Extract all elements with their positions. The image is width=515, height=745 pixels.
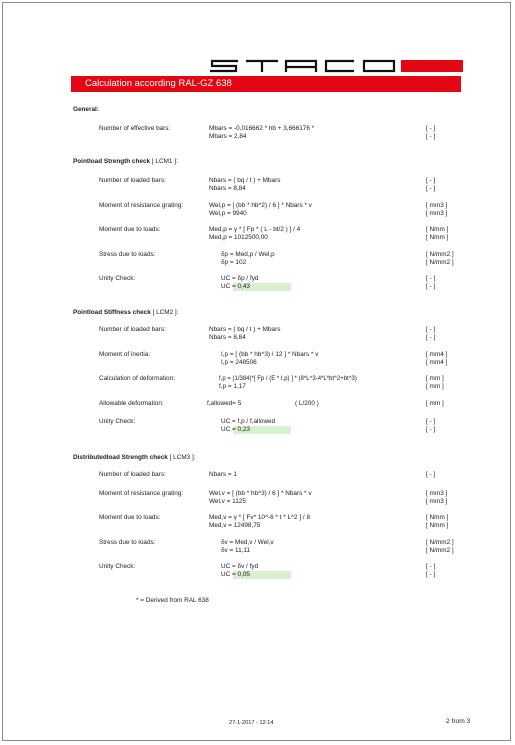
lcm2-result: I,p = 248506: [221, 359, 257, 366]
lcm1-unit: [ N/mm2 ]: [426, 251, 454, 258]
lcm3-heading: Distributedload Strength check [ LCM3 ]:: [73, 454, 196, 461]
lcm1-unit: [ Nmm ]: [426, 226, 449, 233]
lcm3-result: Med,v = 12498,75: [209, 522, 261, 529]
lcm3-equation: Wel,v = [ (bb * hb^3) / 6 ] * Nbars * v: [209, 490, 312, 497]
lcm2-heading: Pointload Stiffness check [ LCM2 ]:: [73, 309, 179, 316]
lcm3-equation: Med,v = γ * [ Fv* 10^-6 * t * L^2 ] / 8: [209, 514, 311, 521]
lcm1-label: Unity Check:: [99, 275, 136, 282]
lcm3-result-unit: [ N/mm2 ]: [426, 547, 454, 554]
lcm2-allowed-value: f,allowed= 5: [207, 400, 242, 407]
lcm3-equation: δv = Med,v / Wel,v: [221, 539, 274, 546]
lcm1-result-unit: [ - ]: [426, 283, 436, 290]
lcm1-unity-check-result: UC = 0,43: [221, 283, 250, 290]
lcm1-result-unit: [ - ]: [426, 185, 436, 192]
document-page: [2, 2, 511, 741]
lcm2-result-unit: [ - ]: [426, 426, 436, 433]
lcm2-result-unit: [ mm ]: [426, 383, 444, 390]
lcm1-label: Number of loaded bars:: [99, 177, 166, 184]
lcm3-label: Unity Check:: [99, 563, 136, 570]
lcm3-result-unit: [ mm3 ]: [426, 498, 448, 505]
lcm2-allowed-formula: ( L/200 ): [295, 400, 319, 407]
lcm1-result: Wel,p = 9940: [209, 210, 247, 217]
lcm2-unity-check-result: UC = 0,23: [221, 426, 250, 433]
lcm1-result-unit: [ N/mm2 ]: [426, 259, 454, 266]
lcm3-unit: [ mm3 ]: [426, 490, 448, 497]
lcm3-result: Wel,v = 1125: [209, 498, 246, 505]
lcm2-equation: UC = f,p / f,allowed: [221, 418, 276, 425]
derived-note: * = Derived from RAL 638: [136, 597, 209, 604]
lcm1-equation: UC = δp / fyd: [221, 275, 259, 282]
lcm2-unit: [ - ]: [426, 418, 436, 425]
lcm3-unit: [ N/mm2 ]: [426, 539, 454, 546]
lcm3-label: Stress due to loads:: [99, 539, 156, 546]
lcm3-unit: [ Nmm ]: [426, 514, 449, 521]
general-result: Mbars = 2,84: [209, 133, 247, 140]
lcm1-label: Moment of resistance grating:: [99, 202, 184, 209]
lcm1-equation: δp = Med,p / Wel,p: [221, 251, 275, 258]
lcm3-result: δv = 11,11: [221, 547, 251, 554]
lcm2-equation: Nbars = ( bq / t ) + Mbars: [209, 326, 281, 333]
lcm2-result: Nbars = 8,84: [209, 334, 246, 341]
lcm2-unit: [ - ]: [426, 326, 436, 333]
lcm2-unit: [ mm ]: [426, 375, 444, 382]
lcm2-label: Number of loaded bars:: [99, 326, 166, 333]
lcm3-label: Moment of resistance grating:: [99, 490, 184, 497]
calculation-title-bar: [71, 76, 461, 92]
lcm2-result-unit: [ mm4 ]: [426, 359, 448, 366]
lcm1-equation: Nbars = ( bq / t ) + Mbars: [209, 177, 281, 184]
general-equation: Mbars = -0,016662 * hb + 3,666176 *: [209, 125, 315, 132]
footer-timestamp: 27-1-2017 - 12:14: [229, 720, 274, 726]
lcm3-unity-check-result: UC = 0,05: [221, 571, 250, 578]
lcm1-result: δp = 102: [221, 259, 247, 266]
staco-logo: [208, 59, 464, 73]
lcm1-heading: Pointload Strength check [ LCM1 ]:: [73, 158, 178, 165]
lcm2-equation: I,p = [ (bb * hb^3) / 12 ] * Nbars * v: [221, 351, 319, 358]
lcm2-equation: f,p = (1/384)*[ Fp / (E * I,p) ] * (8*L^3-4*L*bt^2+bt^3): [219, 376, 357, 382]
lcm2-label: Moment of inertia:: [99, 351, 151, 358]
lcm2-unit: [ mm ]: [426, 400, 444, 407]
lcm3-label: Moment due to loads:: [99, 514, 161, 521]
general-unit: [ - ]: [426, 125, 436, 132]
lcm2-result: f,p = 1,17: [219, 383, 246, 390]
lcm3-equation: Nbars = 1: [209, 471, 237, 478]
calculation-title: Calculation according RAL-GZ 638: [85, 78, 232, 89]
lcm2-result-unit: [ - ]: [426, 334, 436, 341]
lcm2-label: Allowable deformation:: [99, 400, 164, 407]
lcm1-unit: [ mm3 ]: [426, 202, 448, 209]
lcm1-result: Nbars = 8,84: [209, 185, 246, 192]
lcm2-label: Calculation of deformation:: [99, 375, 176, 382]
general-heading: General:: [73, 106, 99, 113]
lcm2-unit: [ mm4 ]: [426, 351, 448, 358]
lcm1-result: Med,p = 1012500,00: [209, 234, 268, 241]
lcm1-unit: [ - ]: [426, 275, 436, 282]
lcm1-result-unit: [ mm3 ]: [426, 210, 448, 217]
lcm3-label: Number of loaded bars:: [99, 471, 166, 478]
lcm3-unit: [ - ]: [426, 471, 436, 478]
lcm1-equation: Med,p = γ * [ Fp * ( L - bt/2 ) ] / 4: [209, 226, 301, 233]
lcm2-label: Unity Check:: [99, 418, 136, 425]
lcm1-equation: Wel,p = [ (bb * hb^2) / 6 ] * Nbars * v: [209, 202, 312, 209]
lcm1-label: Moment due to loads:: [99, 226, 161, 233]
page-number: 2 from 3: [446, 718, 471, 725]
lcm1-label: Stress due to loads:: [99, 251, 156, 258]
general-label: Number of effective bars:: [99, 125, 171, 132]
lcm3-unit: [ - ]: [426, 563, 436, 570]
lcm3-result-unit: [ - ]: [426, 571, 436, 578]
lcm1-unit: [ - ]: [426, 177, 436, 184]
lcm3-result-unit: [ Nmm ]: [426, 522, 449, 529]
general-result-unit: [ - ]: [426, 133, 436, 140]
lcm3-equation: UC = δv / fyd: [221, 563, 259, 570]
lcm1-result-unit: [ Nmm ]: [426, 234, 449, 241]
